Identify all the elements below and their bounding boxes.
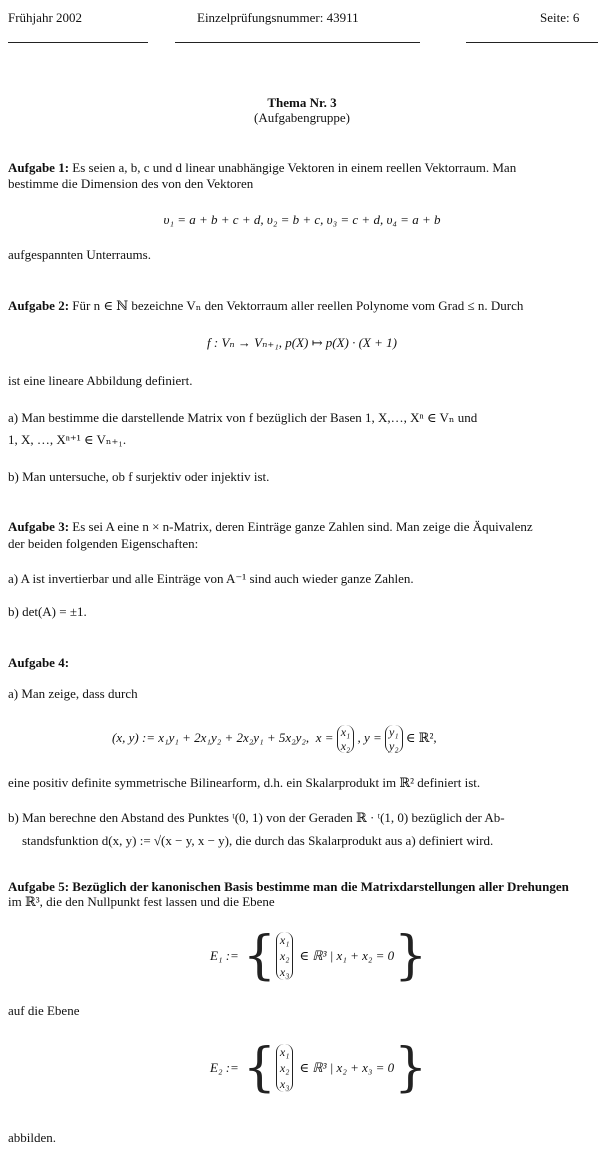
e1-x3: x₃ [279, 965, 290, 979]
header-left: Frühjahr 2002 [8, 10, 83, 25]
aufgabe-1-formula: υ₁ = a + b + c + d, υ₂ = b + c, υ₃ = c + d, υ₄ = a + b [163, 212, 441, 227]
abbilden: abbilden. [8, 1130, 57, 1145]
aufgabe-4-formula [112, 722, 437, 754]
aufgabe-2-formula: f : Vₙ → Vₙ₊₁, p(X) ↦ p(X) · (X + 1) [207, 335, 397, 350]
header-center: Einzelprüfungsnummer: 43911 [197, 10, 359, 25]
aufgabe-1-line1 [8, 160, 516, 176]
aufgabe-4-a-line: a) Man zeige, dass durch [8, 686, 138, 701]
e2-x1: x₁ [279, 1045, 290, 1059]
aufgabe-4-b-line1: b) Man berechne den Abstand des Punktes ᵗ(0, 1) von der Geraden ℝ · ᵗ(1, 0) bezüglich der Ab- [8, 810, 505, 825]
x2: x₂ [340, 739, 351, 754]
x-vector [337, 725, 355, 753]
aufgabe-5-label: Aufgabe 5: [8, 879, 70, 894]
aufgabe-1-line3: aufgespannten Unterraums. [8, 247, 151, 262]
aufgabe-2-text1: Für n ∈ ℕ bezeichne Vₙ den Vektorraum aller reellen Polynome vom Grad ≤ n. Durch [72, 298, 524, 313]
e2-lhs: E₂ := [210, 1060, 239, 1075]
y-vector [385, 725, 403, 753]
y1: y₁ [389, 725, 399, 740]
aufgabe-3-a-line: a) A ist invertierbar und alle Einträge von A⁻¹ sind auch wieder ganze Zahlen. [8, 571, 414, 586]
e1-vector [276, 932, 294, 980]
aufgabe-4-b-line2: standsfunktion d(x, y) := √(x − y, x − y), die durch das Skalarprodukt aus a) definiert wird. [22, 833, 494, 848]
aufgabe-3-line2: der beiden folgenden Eigenschaften: [8, 536, 199, 551]
e1-right-brace: } [394, 926, 428, 986]
e2-condition: ∈ ℝ³ | x₂ + x₃ = 0 [299, 1060, 395, 1075]
header-rule-right [466, 42, 598, 43]
aufgabe-3-text1: Es sei A eine n × n-Matrix, deren Einträge ganze Zahlen sind. Man zeige die Äquivalenz [72, 519, 533, 534]
aufgabe-4-line2: eine positiv definite symmetrische Bilinearform, d.h. ein Skalarprodukt im ℝ² definiert ist. [8, 775, 481, 790]
x1: x₁ [340, 725, 351, 740]
header-rule-center [175, 42, 420, 43]
e2-x2: x₂ [279, 1061, 290, 1075]
aufgabe-2-line1 [8, 298, 523, 314]
e2-right-brace: } [394, 1038, 428, 1098]
aufgabe-3-label: Aufgabe 3: [8, 519, 70, 534]
thema-title: Thema Nr. 3 [267, 95, 337, 110]
e1-condition: ∈ ℝ³ | x₁ + x₂ = 0 [299, 948, 395, 963]
aufgabe-3-line1 [8, 519, 533, 535]
e1-left-brace: { [242, 926, 276, 986]
aufgabe-3-b-line: b) det(A) = ±1. [8, 604, 87, 619]
aufgabe-1-label: Aufgabe 1: [8, 160, 70, 175]
aufgabe-1-text1: Es seien a, b, c und d linear unabhängige Vektoren in einem reellen Vektorraum. Man [72, 160, 517, 175]
aufgabe-2-b-line: b) Man untersuche, ob f surjektiv oder injektiv ist. [8, 469, 270, 484]
aufgabe-2-line2: ist eine lineare Abbildung definiert. [8, 373, 193, 388]
aufgabe-2-label: Aufgabe 2: [8, 298, 70, 313]
e1-lhs: E₁ := [210, 948, 239, 963]
e2-vector [276, 1044, 294, 1092]
thema-subtitle: (Aufgabengruppe) [253, 110, 350, 125]
aufgabe-2-a-line2: 1, X, …, Xⁿ⁺¹ ∈ Vₙ₊₁. [8, 432, 127, 447]
aufgabe-1-line2: bestimme die Dimension des von den Vektoren [8, 176, 254, 191]
aufgabe-5-line1 [8, 879, 569, 895]
header-right: Seite: 6 [540, 10, 580, 25]
e1-x1: x₁ [279, 933, 290, 947]
aufgabe-5-line2: im ℝ³, die den Nullpunkt fest lassen und die Ebene [8, 894, 275, 909]
x-eq: x = [315, 730, 334, 745]
e2-formula [210, 1040, 427, 1096]
in-r2: ∈ ℝ², [405, 730, 437, 745]
auf-die-ebene: auf die Ebene [8, 1003, 80, 1018]
e2-x3: x₃ [279, 1077, 290, 1091]
e2-left-brace: { [242, 1038, 276, 1098]
aufgabe-4-label: Aufgabe 4: [8, 655, 70, 670]
bilinearform-lhs: (x, y) := x₁y₁ + 2x₁y₂ + 2x₂y₁ + 5x₂y₂, [112, 730, 310, 745]
header-rule-left [8, 42, 148, 43]
y-eq: , y = [357, 730, 382, 745]
aufgabe-2-a-line1: a) Man bestimme die darstellende Matrix von f bezüglich der Basen 1, X,…, Xⁿ ∈ Vₙ und [8, 410, 478, 425]
e1-formula [210, 928, 427, 984]
y2: y₂ [389, 739, 399, 754]
e1-x2: x₂ [279, 949, 290, 963]
aufgabe-5-text1: Bezüglich der kanonischen Basis bestimme man die Matrixdarstellungen aller Drehungen [72, 879, 569, 894]
